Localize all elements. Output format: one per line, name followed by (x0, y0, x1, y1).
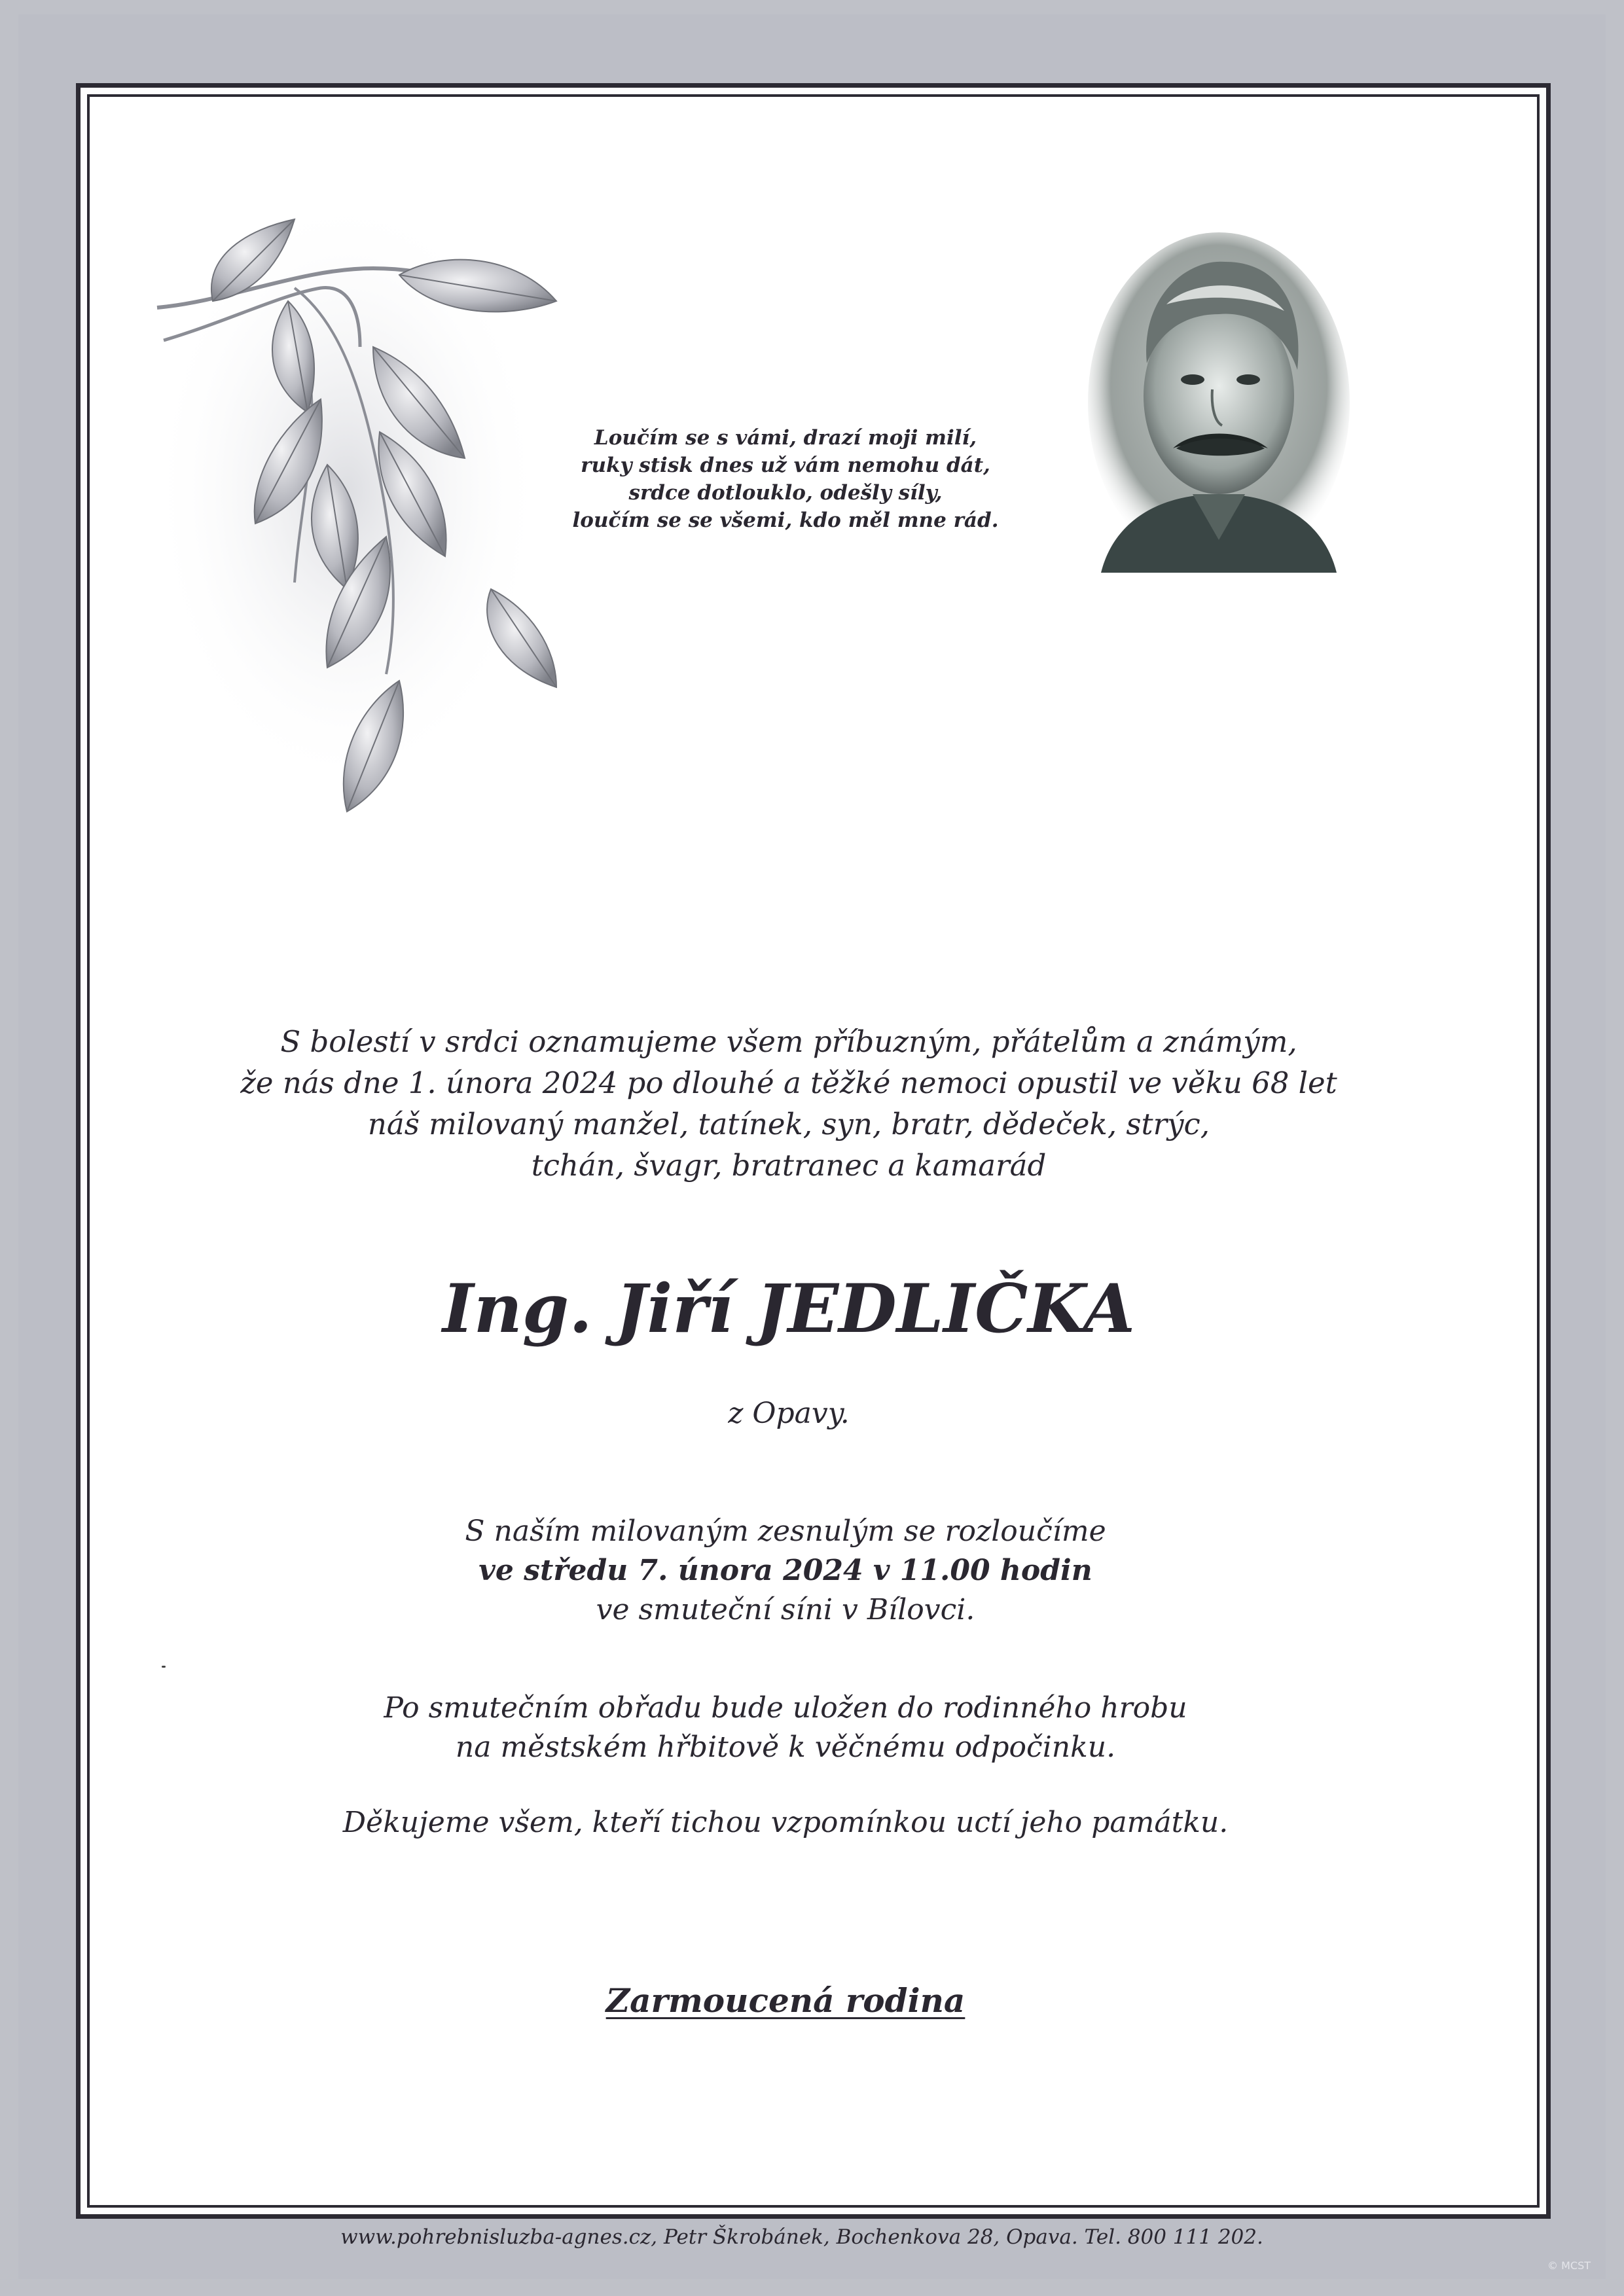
scan-speck (162, 1666, 166, 1668)
thanks-text: Děkujeme všem, kteří tichou vzpomínkou uctí jeho památku. (342, 1806, 1229, 1839)
farewell-intro: S naším milovaným zesnulým se rozloučíme (465, 1515, 1106, 1548)
deceased-portrait-photo (1088, 232, 1350, 573)
announcement-line: náš milovaný manžel, tatínek, syn, bratr, dědeček, strýc, (367, 1107, 1210, 1141)
poem-line: Loučím se s vámi, drazí moji milí, (594, 426, 977, 450)
family-signature: Zarmoucená rodina (605, 1981, 965, 2020)
memorial-poem (497, 424, 1074, 534)
copyright-mark: © MCST (1547, 2259, 1591, 2272)
funeral-service-footer: www.pohrebnisluzba-agnes.cz, Petr Škrobánek, Bochenkova 28, Opava. Tel. 800 111 202. (340, 2225, 1263, 2249)
announcement-line: že nás dne 1. února 2024 po dlouhé a těžké nemoci opustil ve věku 68 let (240, 1066, 1337, 1100)
poem-line: srdce dotlouklo, odešly síly, (628, 481, 943, 505)
death-announcement (183, 1021, 1394, 1186)
announcement-line: S bolestí v srdci oznamujeme všem příbuzným, přátelům a známým, (280, 1024, 1297, 1059)
funeral-details (262, 1512, 1309, 1630)
funeral-date-time: ve středu 7. února 2024 v 11.00 hodin (478, 1554, 1092, 1587)
poem-line: ruky stisk dnes už vám nemohu dát, (581, 454, 990, 477)
burial-details (196, 1689, 1375, 1767)
burial-line: Po smutečním obřadu bude uložen do rodinného hrobu (384, 1691, 1187, 1725)
poem-line: loučím se se všemi, kdo měl mne rád. (572, 509, 999, 532)
burial-line: na městském hřbitově k věčnému odpočinku. (455, 1731, 1116, 1764)
deceased-name: Ing. Jiří JEDLIČKA (442, 1270, 1135, 1348)
funeral-venue: ve smuteční síni v Bílovci. (596, 1593, 975, 1626)
announcement-line: tchán, švagr, bratranec a kamarád (531, 1148, 1047, 1183)
deceased-origin: z Opavy. (728, 1397, 850, 1430)
